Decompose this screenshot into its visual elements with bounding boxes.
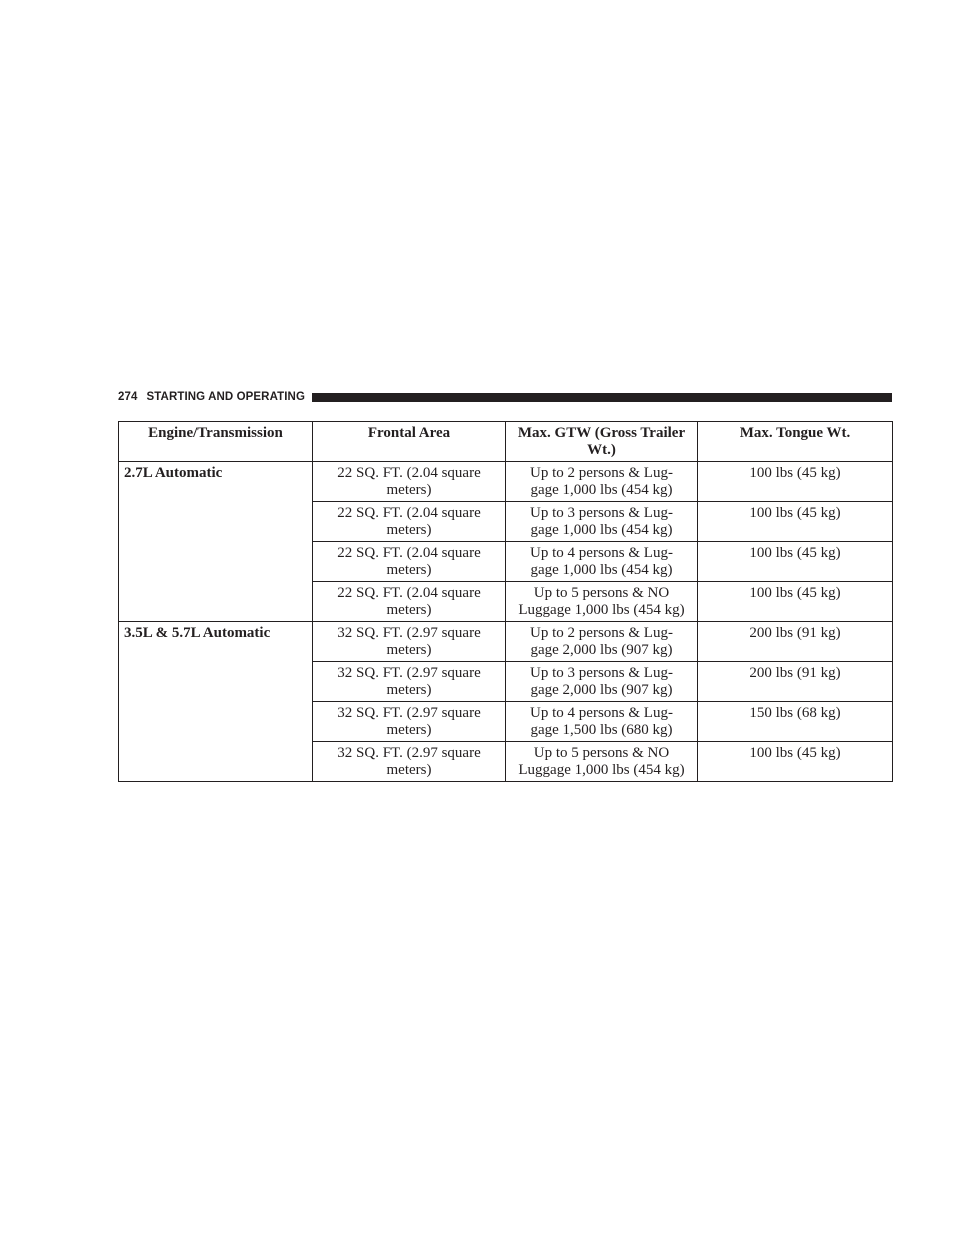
- cell-text-line: 22 SQ. FT. (2.04 square: [337, 545, 481, 561]
- frontal-area-cell: [313, 702, 506, 742]
- max-gtw-cell: [506, 542, 698, 582]
- section-title: STARTING AND OPERATING: [146, 391, 306, 403]
- table-row: [119, 622, 893, 662]
- frontal-area-cell: [313, 502, 506, 542]
- cell-text-line: 22 SQ. FT. (2.04 square: [337, 465, 481, 481]
- frontal-area-cell: [313, 462, 506, 502]
- max-tongue-wt-cell: 100 lbs (45 kg): [698, 462, 893, 502]
- cell-text-line: Luggage 1,000 lbs (454 kg): [518, 762, 685, 778]
- table-row: [119, 462, 893, 502]
- cell-text-line: meters): [386, 482, 432, 498]
- header-engine-transmission: [119, 422, 313, 462]
- cell-text-line: Up to 4 persons & Lug-: [530, 705, 673, 721]
- cell-text-line: 32 SQ. FT. (2.97 square: [337, 745, 481, 761]
- max-gtw-cell: [506, 502, 698, 542]
- header-text-line: Max. GTW (Gross Trailer: [517, 425, 686, 441]
- cell-text-line: meters): [386, 642, 432, 658]
- max-gtw-cell: [506, 462, 698, 502]
- header-text-line: Max. Tongue Wt.: [739, 425, 851, 441]
- cell-text-line: gage 1,000 lbs (454 kg): [530, 482, 673, 498]
- cell-text-line: gage 1,500 lbs (680 kg): [530, 722, 673, 738]
- cell-text-line: Up to 2 persons & Lug-: [530, 465, 673, 481]
- cell-text-line: 32 SQ. FT. (2.97 square: [337, 705, 481, 721]
- max-tongue-wt-cell: 200 lbs (91 kg): [698, 622, 893, 662]
- cell-text-line: meters): [386, 682, 432, 698]
- trailer-spec-table: [118, 421, 893, 782]
- cell-text-line: Up to 2 persons & Lug-: [530, 625, 673, 641]
- cell-text-line: Up to 4 persons & Lug-: [530, 545, 673, 561]
- cell-text-line: gage 2,000 lbs (907 kg): [530, 642, 673, 658]
- cell-text-line: Up to 3 persons & Lug-: [530, 505, 673, 521]
- cell-text-line: gage 1,000 lbs (454 kg): [530, 522, 673, 538]
- table-header-row: [119, 422, 893, 462]
- max-tongue-wt-cell: 200 lbs (91 kg): [698, 662, 893, 702]
- frontal-area-cell: [313, 582, 506, 622]
- engine-transmission-cell: 2.7L Automatic: [119, 462, 313, 622]
- header-max-tongue-wt: [698, 422, 893, 462]
- frontal-area-cell: [313, 542, 506, 582]
- cell-text-line: 22 SQ. FT. (2.04 square: [337, 505, 481, 521]
- cell-text-line: meters): [386, 562, 432, 578]
- max-gtw-cell: [506, 742, 698, 782]
- max-gtw-cell: [506, 622, 698, 662]
- cell-text-line: Up to 3 persons & Lug-: [530, 665, 673, 681]
- header-rule: [312, 393, 892, 402]
- cell-text-line: meters): [386, 522, 432, 538]
- header-text-line: Wt.): [587, 442, 616, 458]
- engine-transmission-cell: 3.5L & 5.7L Automatic: [119, 622, 313, 782]
- cell-text-line: Luggage 1,000 lbs (454 kg): [518, 602, 685, 618]
- header-text-line: Frontal Area: [367, 425, 451, 441]
- max-gtw-cell: [506, 582, 698, 622]
- cell-text-line: 32 SQ. FT. (2.97 square: [337, 665, 481, 681]
- frontal-area-cell: [313, 662, 506, 702]
- max-gtw-cell: [506, 702, 698, 742]
- max-tongue-wt-cell: 100 lbs (45 kg): [698, 502, 893, 542]
- cell-text-line: 22 SQ. FT. (2.04 square: [337, 585, 481, 601]
- frontal-area-cell: [313, 742, 506, 782]
- max-tongue-wt-cell: 100 lbs (45 kg): [698, 742, 893, 782]
- cell-text-line: meters): [386, 762, 432, 778]
- header-max-gtw: [506, 422, 698, 462]
- page-header: [118, 390, 892, 404]
- cell-text-line: Up to 5 persons & NO: [533, 745, 670, 761]
- cell-text-line: meters): [386, 602, 432, 618]
- max-tongue-wt-cell: 150 lbs (68 kg): [698, 702, 893, 742]
- frontal-area-cell: [313, 622, 506, 662]
- header-text-line: Engine/Transmission: [148, 425, 283, 441]
- header-frontal-area: [313, 422, 506, 462]
- cell-text-line: Up to 5 persons & NO: [533, 585, 670, 601]
- cell-text-line: gage 1,000 lbs (454 kg): [530, 562, 673, 578]
- table-body: [119, 462, 893, 782]
- max-gtw-cell: [506, 662, 698, 702]
- cell-text-line: 32 SQ. FT. (2.97 square: [337, 625, 481, 641]
- max-tongue-wt-cell: 100 lbs (45 kg): [698, 542, 893, 582]
- page-number: 274: [118, 391, 138, 403]
- max-tongue-wt-cell: 100 lbs (45 kg): [698, 582, 893, 622]
- cell-text-line: gage 2,000 lbs (907 kg): [530, 682, 673, 698]
- cell-text-line: meters): [386, 722, 432, 738]
